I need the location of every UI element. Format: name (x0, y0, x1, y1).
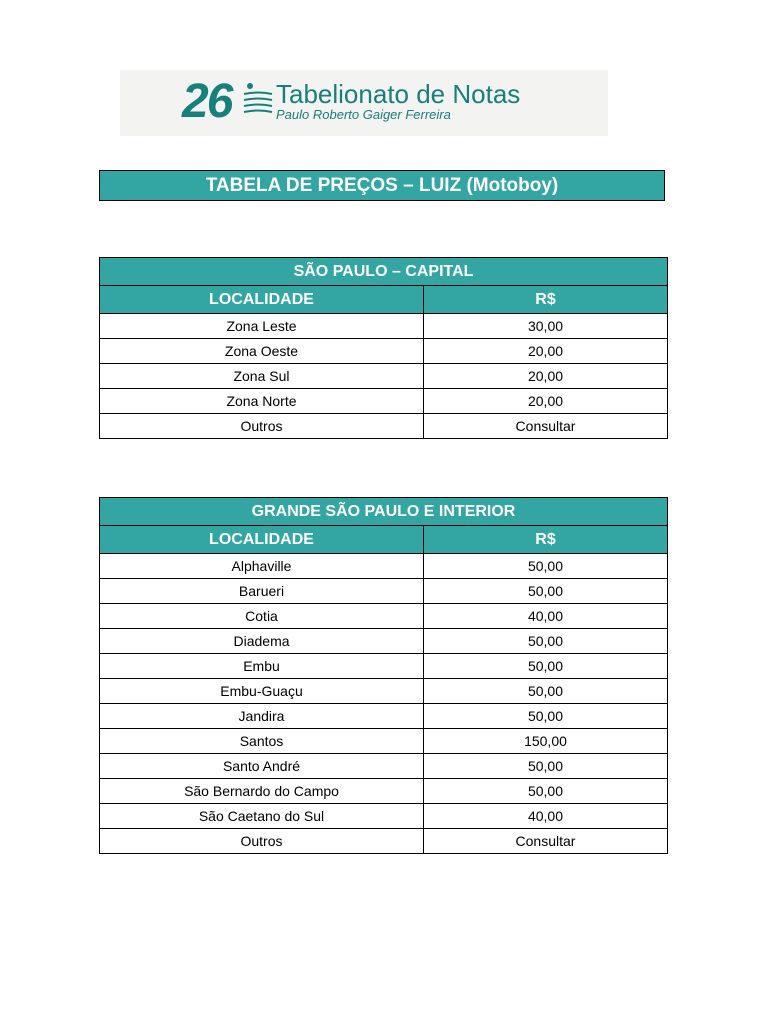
location-cell: Santo André (100, 754, 424, 779)
price-table-interior (99, 497, 668, 854)
price-cell: Consultar (424, 414, 668, 439)
location-cell: Zona Leste (100, 314, 424, 339)
price-cell: 50,00 (424, 679, 668, 704)
section-title: GRANDE SÃO PAULO E INTERIOR (100, 498, 668, 526)
location-cell: São Bernardo do Campo (100, 779, 424, 804)
table-row (100, 679, 668, 704)
table-row (100, 779, 668, 804)
logo (120, 70, 608, 136)
table-row (100, 579, 668, 604)
location-cell: Diadema (100, 629, 424, 654)
logo-subtitle: Paulo Roberto Gaiger Ferreira (276, 107, 451, 122)
location-cell: Jandira (100, 704, 424, 729)
location-cell: Alphaville (100, 554, 424, 579)
column-header-price: R$ (424, 526, 668, 554)
price-cell: 40,00 (424, 804, 668, 829)
price-cell: 20,00 (424, 389, 668, 414)
table-row (100, 829, 668, 854)
location-cell: Outros (100, 829, 424, 854)
price-cell: 20,00 (424, 339, 668, 364)
price-cell: 50,00 (424, 579, 668, 604)
column-header-price: R$ (424, 286, 668, 314)
table-row (100, 654, 668, 679)
price-cell: 50,00 (424, 704, 668, 729)
price-cell: 50,00 (424, 779, 668, 804)
price-cell: 50,00 (424, 654, 668, 679)
table-body (100, 554, 668, 854)
price-cell: 30,00 (424, 314, 668, 339)
page-title: TABELA DE PREÇOS – LUIZ (Motoboy) (99, 170, 665, 201)
logo-name: Tabelionato de Notas (276, 79, 521, 109)
location-cell: Outros (100, 414, 424, 439)
table-row (100, 804, 668, 829)
location-cell: Embu (100, 654, 424, 679)
table-row (100, 554, 668, 579)
price-cell: 40,00 (424, 604, 668, 629)
price-cell: Consultar (424, 829, 668, 854)
price-cell: 150,00 (424, 729, 668, 754)
table-body (100, 314, 668, 439)
table-row (100, 604, 668, 629)
location-cell: Cotia (100, 604, 424, 629)
logo-lines-icon (242, 82, 274, 122)
price-cell: 50,00 (424, 629, 668, 654)
table-row (100, 339, 668, 364)
location-cell: Zona Sul (100, 364, 424, 389)
logo-number: 26 (182, 75, 232, 128)
location-cell: Zona Norte (100, 389, 424, 414)
location-cell: São Caetano do Sul (100, 804, 424, 829)
location-cell: Embu-Guaçu (100, 679, 424, 704)
price-cell: 50,00 (424, 754, 668, 779)
section-title: SÃO PAULO – CAPITAL (100, 258, 668, 286)
table-row (100, 314, 668, 339)
table-row (100, 754, 668, 779)
table-row (100, 414, 668, 439)
location-cell: Santos (100, 729, 424, 754)
table-row (100, 704, 668, 729)
location-cell: Barueri (100, 579, 424, 604)
location-cell: Zona Oeste (100, 339, 424, 364)
table-row (100, 364, 668, 389)
table-row (100, 629, 668, 654)
price-cell: 20,00 (424, 364, 668, 389)
table-row (100, 389, 668, 414)
price-table-capital (99, 257, 668, 439)
column-header-location: LOCALIDADE (100, 286, 424, 314)
table-row (100, 729, 668, 754)
column-header-location: LOCALIDADE (100, 526, 424, 554)
price-cell: 50,00 (424, 554, 668, 579)
